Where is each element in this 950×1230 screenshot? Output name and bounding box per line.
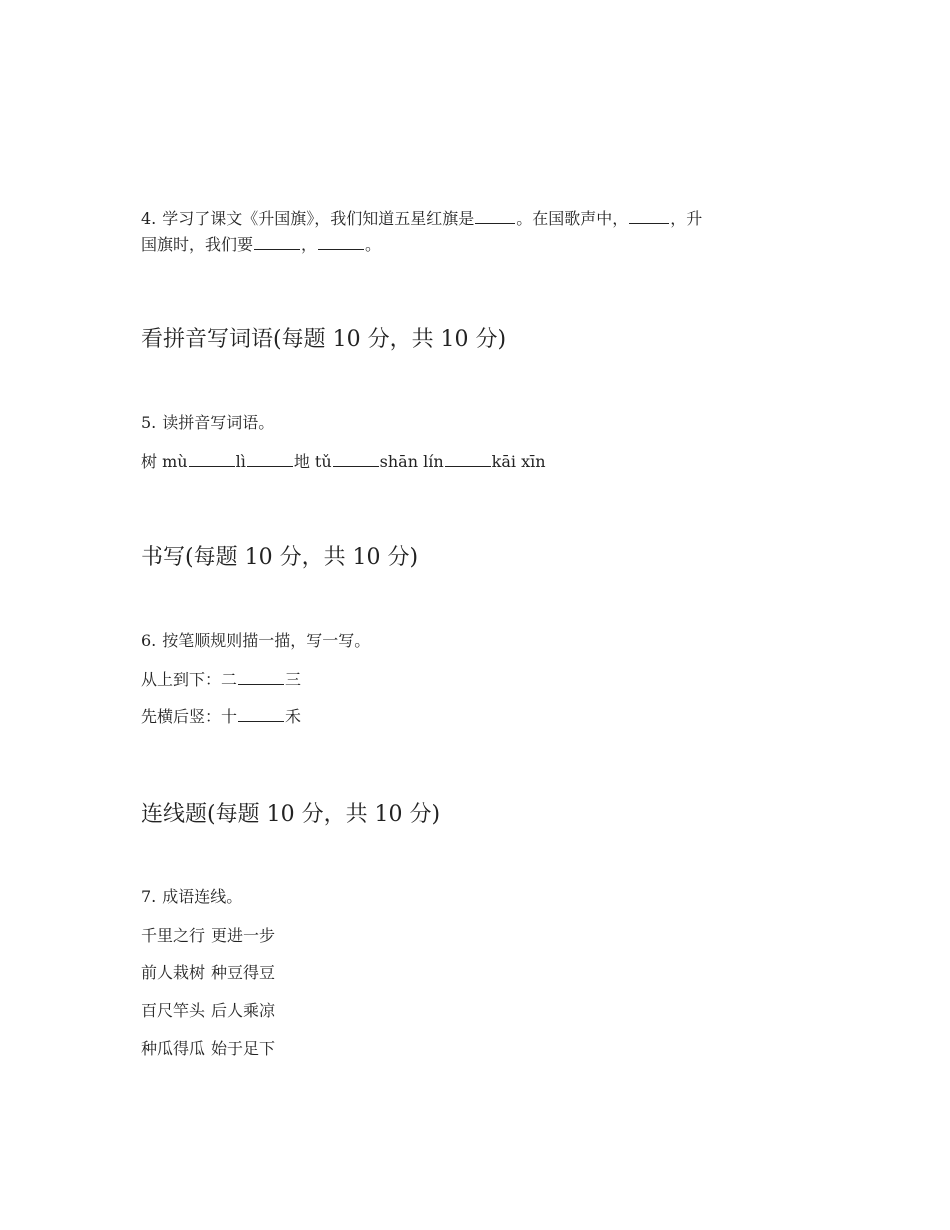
q7-right-1[interactable]: 更进一步: [211, 926, 276, 945]
q6-prompt-text: 按笔顺规则描一描，写一写。: [162, 631, 371, 650]
q7-row: [141, 1037, 275, 1061]
q4-text-f: 。: [365, 235, 382, 254]
q5-items: [141, 450, 546, 474]
q5-blank-1[interactable]: [189, 452, 235, 467]
q7-prompt-text: 成语连线。: [162, 887, 243, 906]
q5-item-4: shān lín: [379, 452, 444, 471]
q4-text-d: 国旗时，我们要: [141, 235, 254, 254]
q4-text-b: 。在国歌声中，: [516, 209, 629, 228]
q5-blank-2[interactable]: [247, 452, 293, 467]
q5-blank-3[interactable]: [333, 452, 379, 467]
q6-row1-label: 从上到下：二: [141, 670, 238, 689]
q4-line-1: [141, 207, 702, 231]
q5-item-2: lì: [235, 452, 246, 471]
q5-prompt: [141, 411, 274, 435]
q6-row1-end: 三: [285, 670, 302, 689]
q7-left-1[interactable]: 千里之行: [141, 926, 206, 945]
q5-item-5: kāi xīn: [491, 452, 546, 471]
q7-row: [141, 999, 275, 1023]
q7-row: [141, 924, 275, 948]
q6-row-1: [141, 668, 301, 692]
q5-number: 5.: [141, 413, 157, 432]
q7-prompt: [141, 885, 242, 909]
q4-text-c: ，升: [670, 209, 703, 228]
q7-row: [141, 961, 275, 985]
q4-blank-3[interactable]: [254, 235, 300, 250]
q4-blank-1[interactable]: [475, 209, 515, 224]
q5-item-3: 地 tǔ: [293, 452, 332, 471]
section-heading-writing: 书写(每题 10 分，共 10 分): [141, 545, 419, 570]
q7-left-4[interactable]: 种瓜得瓜: [141, 1039, 206, 1058]
q5-prompt-text: 读拼音写词语。: [162, 413, 275, 432]
q6-row2-label: 先横后竖：十: [141, 707, 238, 726]
q6-row-2: [141, 705, 301, 729]
q6-blank-1[interactable]: [238, 670, 284, 685]
q4-number: 4.: [141, 209, 157, 228]
q4-line-2: [141, 233, 381, 257]
q4-blank-2[interactable]: [629, 209, 669, 224]
section-heading-pinyin: 看拼音写词语(每题 10 分，共 10 分): [141, 327, 507, 352]
q6-prompt: [141, 629, 370, 653]
section-heading-matching: 连线题(每题 10 分，共 10 分): [141, 802, 441, 827]
q7-left-3[interactable]: 百尺竿头: [141, 1001, 206, 1020]
q6-row2-end: 禾: [285, 707, 302, 726]
q7-right-2[interactable]: 种豆得豆: [211, 963, 276, 982]
q5-item-1: 树 mù: [141, 452, 188, 471]
q7-number: 7.: [141, 887, 157, 906]
q6-number: 6.: [141, 631, 157, 650]
q7-right-3[interactable]: 后人乘凉: [211, 1001, 276, 1020]
q4-text-a: 学习了课文《升国旗》，我们知道五星红旗是: [162, 209, 475, 228]
q4-blank-4[interactable]: [318, 235, 364, 250]
q4-text-e: ，: [301, 235, 318, 254]
q7-right-4[interactable]: 始于足下: [211, 1039, 276, 1058]
q5-blank-4[interactable]: [445, 452, 491, 467]
q6-blank-2[interactable]: [238, 707, 284, 722]
q7-left-2[interactable]: 前人栽树: [141, 963, 206, 982]
